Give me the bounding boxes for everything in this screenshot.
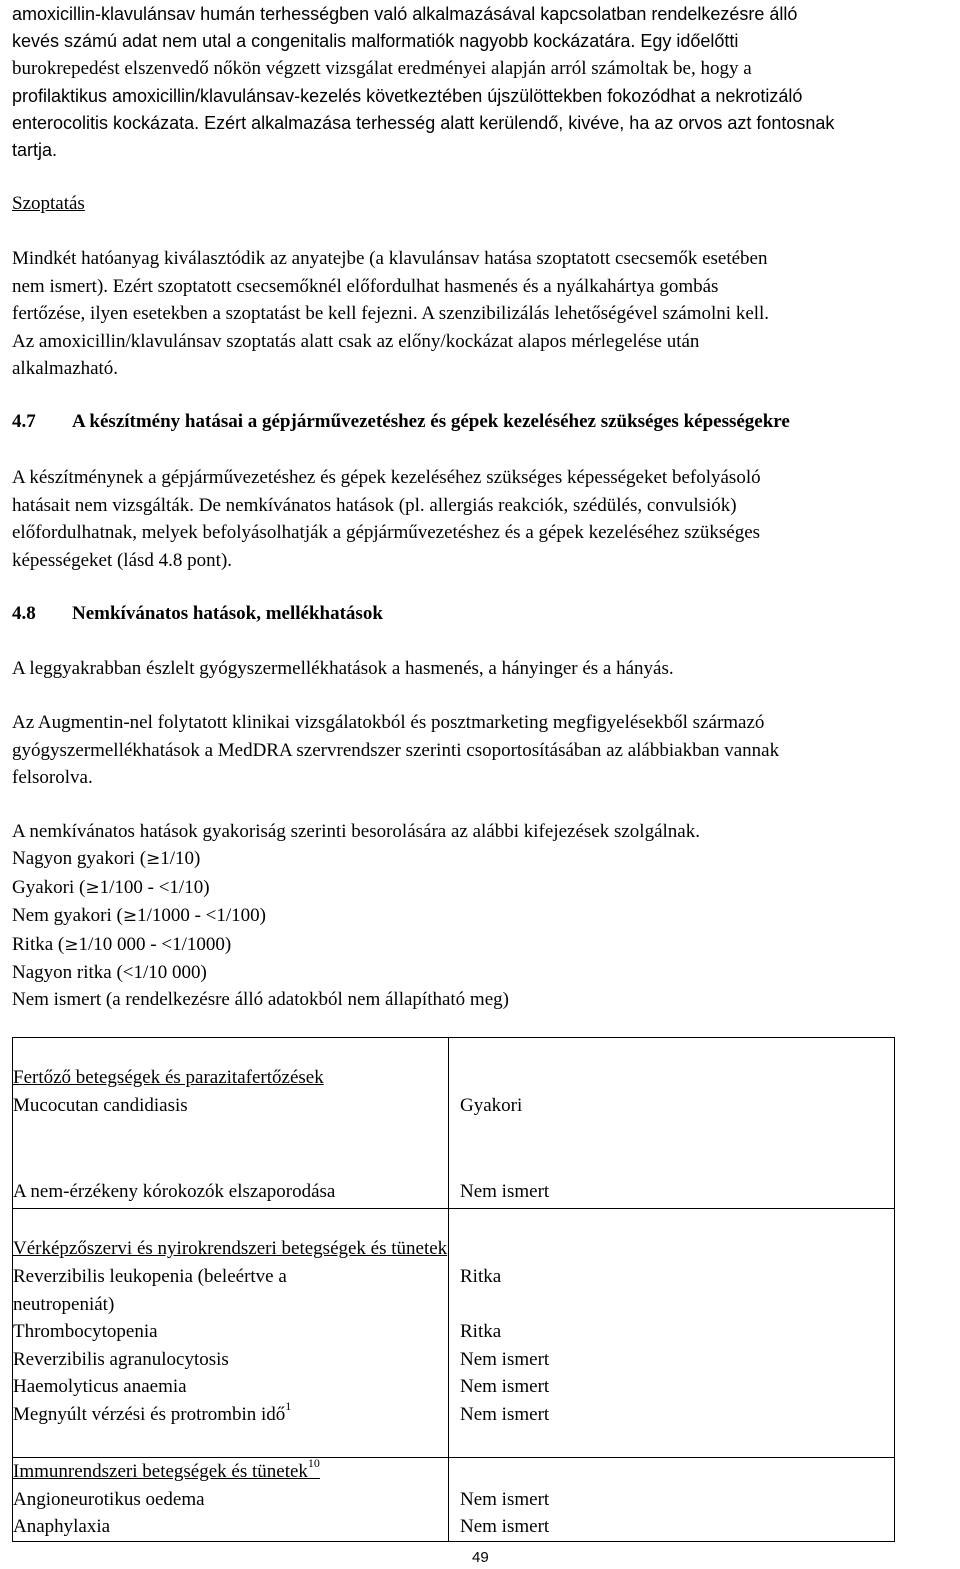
section-4-7-text	[12, 464, 761, 574]
text-line: nem ismert). Ezért szoptatott csecsemőknél előfordulhat hasmenés és a nyálkahártya gombás	[12, 275, 719, 297]
section-4-8-heading	[12, 600, 383, 628]
frequency-line: Nagyon ritka (<1/10 000)	[12, 962, 207, 984]
text-line: fertőzése, ilyen esetekben a szoptatást be kell fejezni. A szenzibilizálás lehetőségével számolni kell.	[12, 303, 770, 324]
frequency-line: Gyakori (≥1/100 - <1/10)	[12, 876, 210, 898]
category-heading: Vérképzőszervi és nyirokrendszeri betegségek és tünetek	[13, 1238, 448, 1259]
effect-frequency: Nem ismert	[460, 1348, 550, 1370]
effect-name: Angioneurotikus oedema	[13, 1488, 205, 1510]
table-cell	[449, 1209, 895, 1458]
text-line: felsorolva.	[12, 767, 93, 788]
effect-frequency: Nem ismert	[460, 1403, 550, 1425]
effect-name: Haemolyticus anaemia	[13, 1376, 187, 1397]
text-line: Az amoxicillin/klavulánsav szoptatás alatt csak az előny/kockázat alapos mérlegelése után	[12, 330, 700, 352]
section-number: 4.8	[12, 603, 36, 624]
text-line: A leggyakrabban észlelt gyógyszermellékhatások a hasmenés, a hányinger és a hányás.	[12, 658, 674, 679]
table-cell	[449, 1038, 895, 1209]
effect-name: Anaphylaxia	[13, 1516, 111, 1537]
section-4-7-heading	[12, 408, 790, 436]
table-row	[13, 1209, 895, 1458]
effect-frequency: Nem ismert	[460, 1516, 550, 1537]
text-line: Az Augmentin-nel folytatott klinikai vizsgálatokból és posztmarketing megfigyelésekből származó	[12, 712, 765, 733]
text-line: gyógyszermellékhatások a MedDRA szervrendszer szerinti csoportosításában az alábbiakban vannak	[12, 739, 780, 761]
table-cell	[449, 1457, 895, 1541]
table-cell	[13, 1038, 449, 1209]
section-title: A készítmény hatásai a gépjárművezetéshez és gépek kezeléséhez szükséges képességekre	[72, 411, 790, 432]
effect-name: Thrombocytopenia	[13, 1321, 158, 1342]
frequency-line: Nem ismert (a rendelkezésre álló adatokból nem állapítható meg)	[12, 989, 509, 1011]
frequency-line: Nem gyakori (≥1/1000 - <1/100)	[12, 905, 266, 927]
effect-name: Megnyúlt vérzési és protrombin idő$^1$	[13, 1399, 292, 1425]
pregnancy-text	[12, 1, 834, 164]
text-line: előfordulhatnak, melyek befolyásolhatják a gépjárművezetéshez és a gépek kezeléséhez szükséges	[12, 522, 761, 543]
effect-frequency: Ritka	[460, 1266, 502, 1287]
effect-frequency: Ritka	[460, 1321, 502, 1342]
breastfeeding-heading: Szoptatás	[12, 193, 85, 214]
category-heading: Fertőző betegségek és parazitafertőzések	[13, 1067, 324, 1088]
text-line: kevés számú adat nem utal a congenitalis malformatiók nagyobb kockázatára. Egy időelőtti	[12, 31, 739, 52]
meddra-intro	[12, 709, 779, 792]
footnote-ref: 1	[285, 1399, 292, 1414]
section-number: 4.7	[12, 411, 36, 432]
effect-frequency: Nem ismert	[460, 1488, 550, 1510]
text-line: képességeket (lásd 4.8 pont).	[12, 549, 233, 571]
effect-name: Mucocutan candidiasis	[13, 1095, 188, 1116]
effect-frequency: Nem ismert	[460, 1376, 550, 1397]
text-line: amoxicillin-klavulánsav humán terhességben való alkalmazásával kapcsolatban rendelkezésre álló	[12, 4, 798, 24]
table-cell	[13, 1209, 449, 1458]
effect-name: Reverzibilis leukopenia (beleértve a neutropeniát)	[13, 1266, 287, 1315]
frequency-definitions	[12, 818, 700, 1014]
text-line: enterocolitis kockázata. Ezért alkalmazása terhesség alatt kerülendő, kivéve, ha az orvos azt fontosnak	[12, 112, 835, 133]
text-line: alkalmazható.	[12, 358, 119, 379]
breastfeeding-text	[12, 245, 769, 383]
effect-name: A nem-érzékeny kórokozók elszaporodása	[13, 1181, 336, 1202]
table-row	[13, 1038, 895, 1209]
text-line: Mindkét hatóanyag kiválasztódik az anyatejbe (a klavulánsav hatása szoptatott csecsemők esetében	[12, 248, 768, 269]
text-line: A készítménynek a gépjárművezetéshez és gépek kezeléséhez szükséges képességeket befolyásoló	[12, 467, 761, 488]
adverse-effects-table	[12, 1037, 895, 1542]
effect-name: Reverzibilis agranulocytosis	[13, 1348, 229, 1370]
text-line: burokrepedést elszenvedő nőkön végzett vizsgálat eredményei alapján arról számoltak be, hogy a	[12, 58, 752, 80]
text-line: A nemkívánatos hatások gyakoriság szerinti besorolására az alábbi kifejezések szolgálnak.	[12, 821, 700, 842]
effect-frequency: Nem ismert	[460, 1181, 550, 1202]
table-cell	[13, 1457, 449, 1541]
text-line: hatásait nem vizsgálták. De nemkívánatos hatások (pl. allergiás reakciók, szédülés, convulsiók)	[12, 494, 737, 516]
section-title: Nemkívánatos hatások, mellékhatások	[72, 603, 383, 624]
table-row	[13, 1457, 895, 1541]
text-line: profilaktikus amoxicillin/klavulánsav-kezelés következtében újszülöttekben fokozódhat a nekrotizáló	[12, 85, 803, 106]
frequency-line: Ritka (≥1/10 000 - <1/1000)	[12, 933, 232, 955]
effect-frequency: Gyakori	[460, 1095, 523, 1116]
category-heading: Immunrendszeri betegségek és tünetek$^{10}$	[13, 1456, 320, 1482]
text-line: tartja.	[12, 140, 58, 161]
frequency-line: Nagyon gyakori (≥1/10)	[12, 848, 201, 870]
page-number: 49	[472, 1549, 489, 1566]
footnote-ref: 10	[307, 1456, 320, 1471]
